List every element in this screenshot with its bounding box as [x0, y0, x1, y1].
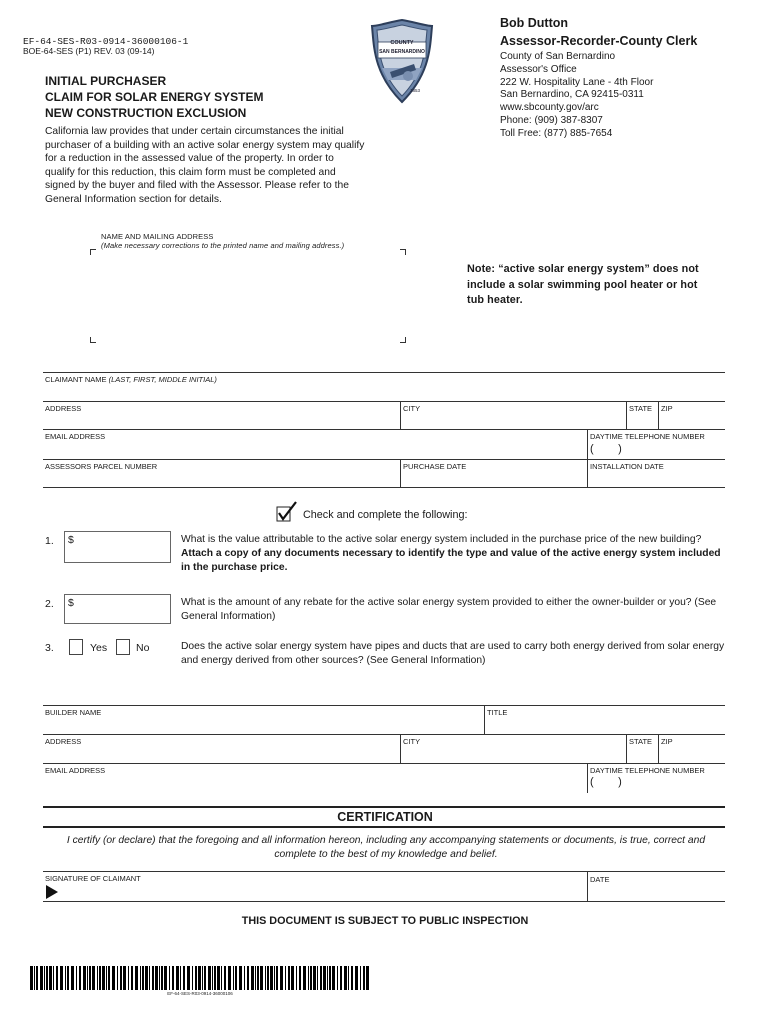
- barcode-bar: [140, 966, 141, 990]
- barcode-bar: [285, 966, 286, 990]
- barcode-bar: [97, 966, 98, 990]
- assessor-toll-free: Toll Free: (877) 885-7654: [500, 127, 613, 139]
- assessor-website[interactable]: www.sbcounty.gov/arc: [500, 102, 599, 114]
- purchase-date-input[interactable]: [403, 472, 583, 485]
- builder-title-label: TITLE: [487, 708, 508, 717]
- divider: [658, 401, 659, 429]
- barcode-bar: [212, 966, 213, 990]
- assessor-contact: [500, 51, 653, 141]
- builder-city-input[interactable]: [403, 747, 623, 760]
- barcode-bar: [355, 966, 358, 990]
- barcode-bar: [337, 966, 338, 990]
- rule: [43, 734, 725, 735]
- barcode-bar: [67, 966, 69, 990]
- barcode-bar: [310, 966, 312, 990]
- dollar-sign: $: [68, 597, 74, 609]
- signature-input[interactable]: [64, 884, 579, 899]
- apn-input[interactable]: [45, 472, 395, 485]
- barcode-bar: [87, 966, 88, 990]
- barcode-bar: [217, 966, 220, 990]
- rule: [43, 429, 725, 430]
- barcode-bar: [313, 966, 316, 990]
- barcode-bar: [142, 966, 144, 990]
- barcode-bar: [208, 966, 211, 990]
- solar-note: Note: “active solar energy system” does not include a solar swimming pool heater or hot tub heater.: [467, 263, 699, 306]
- barcode-bar: [320, 966, 322, 990]
- barcode-bar: [180, 966, 181, 990]
- barcode-bar: [239, 966, 242, 990]
- claimant-name-input[interactable]: [45, 385, 715, 399]
- rule: [43, 401, 725, 402]
- barcode-bar: [299, 966, 301, 990]
- barcode-bar: [270, 966, 273, 990]
- barcode-bar: [332, 966, 335, 990]
- barcode-bar: [155, 966, 158, 990]
- rule: [43, 487, 725, 488]
- divider: [400, 734, 401, 763]
- claimant-email-input[interactable]: [45, 443, 580, 456]
- barcode-bar: [351, 966, 353, 990]
- q3-number: 3.: [45, 642, 54, 654]
- certification-statement: I certify (or declare) that the foregoing and all information hereon, including any accompanying statements or documents, is true, correct and complete to the best of my knowledge and belief.: [66, 835, 706, 860]
- sign-here-arrow-icon: [46, 885, 58, 899]
- barcode-bar: [192, 966, 193, 990]
- mailing-note: (Make necessary corrections to the printed name and mailing address.): [101, 241, 345, 250]
- barcode-bar: [176, 966, 179, 990]
- barcode-bar: [89, 966, 91, 990]
- q1-number: 1.: [45, 535, 54, 547]
- barcode-bar: [46, 966, 48, 990]
- rule: [43, 372, 725, 373]
- assessor-name: Bob Dutton: [500, 16, 569, 30]
- builder-name-label: BUILDER NAME: [45, 708, 102, 717]
- barcode-bar: [183, 966, 185, 990]
- divider: [587, 429, 588, 459]
- date-input[interactable]: [590, 885, 723, 899]
- barcode-bar: [65, 966, 66, 990]
- barcode: [30, 966, 370, 990]
- barcode-bar: [303, 966, 306, 990]
- barcode-bar: [308, 966, 309, 990]
- barcode-bar: [265, 966, 266, 990]
- form-title-line-2: CLAIM FOR SOLAR ENERGY SYSTEM: [45, 90, 264, 104]
- barcode-bar: [152, 966, 154, 990]
- checkmark-icon: [276, 501, 296, 522]
- barcode-bar: [187, 966, 190, 990]
- assessor-line-1: County of San Bernardino: [500, 51, 616, 62]
- assessor-line-4: San Bernardino, CA 92415-0311: [500, 89, 644, 101]
- divider: [400, 459, 401, 487]
- intro-paragraph: California law provides that under certain circumstances the initial purchaser of a building with an active solar energy system may qualify for a reduction in the assessed value of the property. In order to qualify for this reduction, this claim form must be completed and signed by the buyer and filed with the Assessor. Please refer to the General Information section for details.: [45, 126, 365, 205]
- mailing-corner-tr: [400, 249, 406, 255]
- builder-state-input[interactable]: [629, 747, 656, 760]
- purchase-date-label: PURCHASE DATE: [403, 462, 467, 471]
- form-code-line: EF-64-SES-R03-0914-36000106-1: [23, 36, 189, 47]
- barcode-bar: [30, 966, 33, 990]
- barcode-bar: [40, 966, 43, 990]
- divider: [658, 734, 659, 763]
- barcode-bar: [161, 966, 163, 990]
- barcode-bar: [106, 966, 107, 990]
- barcode-bar: [267, 966, 269, 990]
- claimant-name-label: CLAIMANT NAME (LAST, FIRST, MIDDLE INITIAL): [45, 375, 217, 384]
- signature-label: SIGNATURE OF CLAIMANT: [45, 874, 141, 883]
- barcode-bar: [204, 966, 206, 990]
- builder-name-input[interactable]: [45, 718, 480, 731]
- form-number: BOE-64-SES (P1) REV. 03 (09-14): [23, 46, 155, 56]
- q1-text: [181, 533, 731, 575]
- installation-date-input[interactable]: [590, 472, 723, 485]
- builder-address-input[interactable]: [45, 747, 395, 760]
- rule: [43, 871, 725, 872]
- claimant-address-input[interactable]: [45, 414, 395, 427]
- barcode-caption: EF-64-SES-R03-0914-36000106: [167, 991, 233, 996]
- builder-phone-label: DAYTIME TELEPHONE NUMBER: [590, 766, 705, 775]
- barcode-bar: [120, 966, 122, 990]
- barcode-bar: [149, 966, 150, 990]
- divider: [484, 705, 485, 734]
- barcode-bar: [228, 966, 231, 990]
- builder-city-label: CITY: [403, 737, 421, 746]
- assessor-title: Assessor-Recorder-County Clerk: [500, 34, 698, 48]
- barcode-bar: [123, 966, 126, 990]
- q3-no-checkbox[interactable]: [116, 639, 130, 655]
- installation-date-label: INSTALLATION DATE: [590, 462, 664, 471]
- mailing-corner-br: [400, 337, 406, 343]
- barcode-bar: [159, 966, 160, 990]
- claimant-phone-label: DAYTIME TELEPHONE NUMBER: [590, 432, 705, 441]
- barcode-bar: [235, 966, 237, 990]
- claimant-city-label: CITY: [403, 404, 421, 413]
- q1-instruction: Attach a copy of any documents necessary to identify the type and value of the active energy system included in the purchase price.: [181, 548, 721, 573]
- assessor-phone: Phone: (909) 387-8307: [500, 114, 603, 126]
- barcode-bar: [280, 966, 283, 990]
- certification-heading: CERTIFICATION: [337, 810, 433, 824]
- barcode-bar: [323, 966, 326, 990]
- claimant-zip-label: ZIP: [661, 404, 673, 413]
- claimant-phone-input[interactable]: ( ): [590, 443, 622, 455]
- barcode-bar: [44, 966, 45, 990]
- barcode-bar: [276, 966, 278, 990]
- q1-question: What is the value attributable to the active solar energy system included in the purchase price of the new building?: [181, 534, 702, 545]
- q3-yes-checkbox[interactable]: [69, 639, 83, 655]
- barcode-bar: [363, 966, 365, 990]
- barcode-bar: [145, 966, 148, 990]
- barcode-bar: [117, 966, 118, 990]
- barcode-bar: [131, 966, 133, 990]
- barcode-bar: [164, 966, 167, 990]
- barcode-bar: [53, 966, 54, 990]
- mailing-corner-bl: [90, 337, 96, 343]
- dollar-sign: $: [68, 534, 74, 546]
- barcode-bar: [255, 966, 256, 990]
- q3-no-label: No: [136, 642, 150, 654]
- q3-text: Does the active solar energy system have pipes and ducts that are used to carry both energy derived from solar energy and energy derived from other sources? (See General Information): [181, 641, 725, 666]
- barcode-bar: [251, 966, 254, 990]
- barcode-bar: [291, 966, 294, 990]
- public-inspection-notice: THIS DOCUMENT IS SUBJECT TO PUBLIC INSPECTION: [241, 915, 529, 927]
- divider: [626, 401, 627, 429]
- barcode-bar: [244, 966, 245, 990]
- seal-year: 1853: [410, 88, 421, 93]
- barcode-bar: [83, 966, 86, 990]
- divider: [587, 871, 588, 901]
- rule: [43, 459, 725, 460]
- q1-amount-box[interactable]: [64, 531, 171, 563]
- rule: [43, 763, 725, 764]
- barcode-bar: [198, 966, 201, 990]
- barcode-bar: [317, 966, 318, 990]
- claimant-email-label: EMAIL ADDRESS: [45, 432, 106, 441]
- mailing-label: NAME AND MAILING ADDRESS: [101, 232, 214, 241]
- divider: [587, 763, 588, 793]
- q2-number: 2.: [45, 598, 54, 610]
- barcode-bar: [214, 966, 216, 990]
- assessor-line-3: 222 W. Hospitality Lane - 4th Floor: [500, 76, 654, 88]
- barcode-bar: [195, 966, 197, 990]
- barcode-bar: [274, 966, 275, 990]
- claimant-zip-input[interactable]: [661, 414, 723, 427]
- barcode-bar: [288, 966, 290, 990]
- barcode-bar: [221, 966, 222, 990]
- barcode-bar: [108, 966, 110, 990]
- barcode-bar: [340, 966, 342, 990]
- barcode-bar: [71, 966, 74, 990]
- form-title-line-3: NEW CONSTRUCTION EXCLUSION: [45, 106, 247, 120]
- barcode-bar: [79, 966, 81, 990]
- barcode-bar: [36, 966, 38, 990]
- claimant-address-label: ADDRESS: [45, 404, 82, 413]
- barcode-bar: [102, 966, 105, 990]
- builder-state-label: STATE: [629, 737, 653, 746]
- barcode-bar: [348, 966, 349, 990]
- barcode-bar: [233, 966, 234, 990]
- builder-address-label: ADDRESS: [45, 737, 82, 746]
- builder-title-input[interactable]: [487, 718, 723, 731]
- divider: [400, 401, 401, 429]
- seal-top-text: COUNTY: [390, 40, 414, 46]
- barcode-bar: [56, 966, 58, 990]
- builder-zip-input[interactable]: [661, 747, 723, 760]
- barcode-bar: [366, 966, 369, 990]
- builder-phone-input[interactable]: ( ): [590, 776, 622, 788]
- barcode-bar: [34, 966, 35, 990]
- form-title-line-1: INITIAL PURCHASER: [45, 74, 167, 88]
- barcode-bar: [128, 966, 129, 990]
- claimant-state-label: STATE: [629, 404, 653, 413]
- builder-email-label: EMAIL ADDRESS: [45, 766, 106, 775]
- barcode-bar: [257, 966, 259, 990]
- divider: [587, 459, 588, 487]
- q2-amount-box[interactable]: [64, 594, 171, 624]
- barcode-bar: [327, 966, 328, 990]
- check-instruction: Check and complete the following:: [303, 509, 468, 521]
- county-seal: [368, 18, 436, 104]
- barcode-bar: [344, 966, 347, 990]
- builder-zip-label: ZIP: [661, 737, 673, 746]
- rule: [43, 901, 725, 902]
- barcode-bar: [247, 966, 249, 990]
- barcode-bar: [329, 966, 331, 990]
- assessor-line-2: Assessor's Office: [500, 63, 577, 75]
- barcode-bar: [202, 966, 203, 990]
- q3-yes-label: Yes: [90, 642, 108, 654]
- barcode-bar: [60, 966, 63, 990]
- barcode-bar: [112, 966, 115, 990]
- barcode-bar: [172, 966, 174, 990]
- rule: [43, 705, 725, 706]
- claimant-state-input[interactable]: [629, 414, 656, 427]
- barcode-bar: [169, 966, 170, 990]
- barcode-bar: [224, 966, 226, 990]
- form-title: [45, 73, 263, 121]
- claimant-city-input[interactable]: [403, 414, 623, 427]
- barcode-bar: [260, 966, 263, 990]
- certification-rule-bottom: [43, 826, 725, 828]
- barcode-bar: [135, 966, 138, 990]
- mailing-corner-tl: [90, 249, 96, 255]
- barcode-bar: [49, 966, 52, 990]
- barcode-bar: [360, 966, 361, 990]
- date-label: DATE: [590, 875, 610, 884]
- apn-label: ASSESSORS PARCEL NUMBER: [45, 462, 158, 471]
- barcode-bar: [92, 966, 95, 990]
- certification-rule-top: [43, 806, 725, 808]
- builder-email-input[interactable]: [45, 777, 580, 790]
- divider: [626, 734, 627, 763]
- seal-bottom-text: SAN BERNARDINO: [379, 49, 425, 55]
- barcode-bar: [99, 966, 101, 990]
- barcode-bar: [296, 966, 297, 990]
- q2-text: What is the amount of any rebate for the active solar energy system provided to either the owner-builder or you? (See General Information): [181, 597, 717, 622]
- barcode-bar: [76, 966, 77, 990]
